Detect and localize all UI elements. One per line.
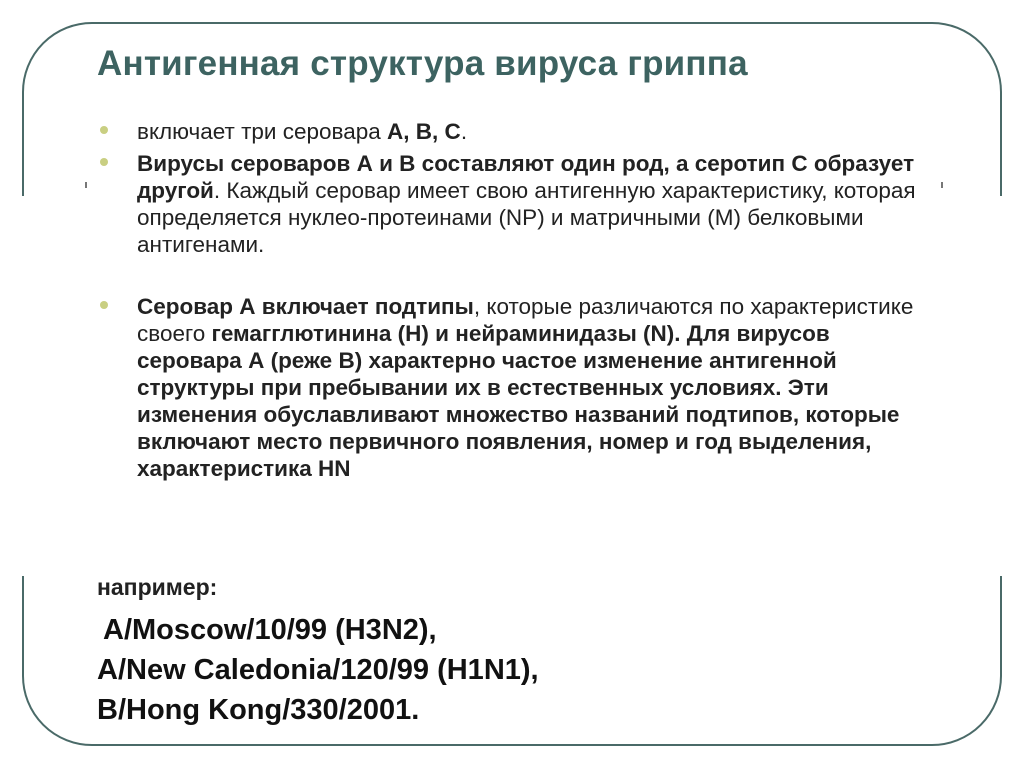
bullet-text-run: , которые различаются по характеристике своего — [137, 294, 914, 346]
bullet-text-run: . — [460, 119, 468, 144]
example-line: B/Hong Kong/330/2001. — [97, 694, 420, 726]
frame-gap-left — [19, 196, 27, 576]
bullet-text — [137, 151, 916, 257]
bullet-item — [100, 118, 940, 145]
slide-title: Антигенная структура вируса гриппа — [97, 44, 748, 83]
frame-tick-left — [85, 182, 87, 188]
examples-label: например: — [97, 574, 218, 600]
example-line: A/New Caledonia/120/99 (H1N1), — [97, 654, 539, 686]
bullet-text — [137, 294, 913, 481]
bullet-text-run: . Каждый серовар имеет свою антигенную характеристику, которая определяется нуклео-протеинами (NP) и матричными (М) белковыми антигенами. — [137, 178, 916, 257]
bullet-item — [100, 293, 940, 482]
frame-gap-right — [997, 196, 1005, 576]
bullet-text — [137, 119, 467, 144]
examples-block — [97, 572, 539, 730]
frame-tick-right — [941, 182, 943, 188]
bullet-text-bold: Серовар А включает подтипы — [137, 294, 474, 319]
bullet-dot-icon — [100, 126, 108, 134]
bullet-text-bold: гемагглютинина (Н) и нейраминидазы (N). Для вирусов серовара А (реже В) характерно частое изменение антигенной структуры при пребывании их в естественных условиях. Эти изменения обуславливают множество названий подтипов, которые включают место первичного появления, номер и год выделения, характеристика HN — [137, 321, 900, 481]
bullet-dot-icon — [100, 158, 108, 166]
bullet-dot-icon — [100, 301, 108, 309]
bullet-item — [100, 150, 940, 258]
bullet-text-bold: А, В, С — [387, 119, 461, 144]
bullet-text-run: включает три серовара — [137, 119, 388, 144]
bullet-text-bold: Вирусы сероваров А и В составляют один род, а серотип С образует другой — [137, 151, 915, 203]
example-line: A/Moscow/10/99 (H3N2), — [103, 614, 437, 646]
bullet-list — [100, 118, 940, 482]
